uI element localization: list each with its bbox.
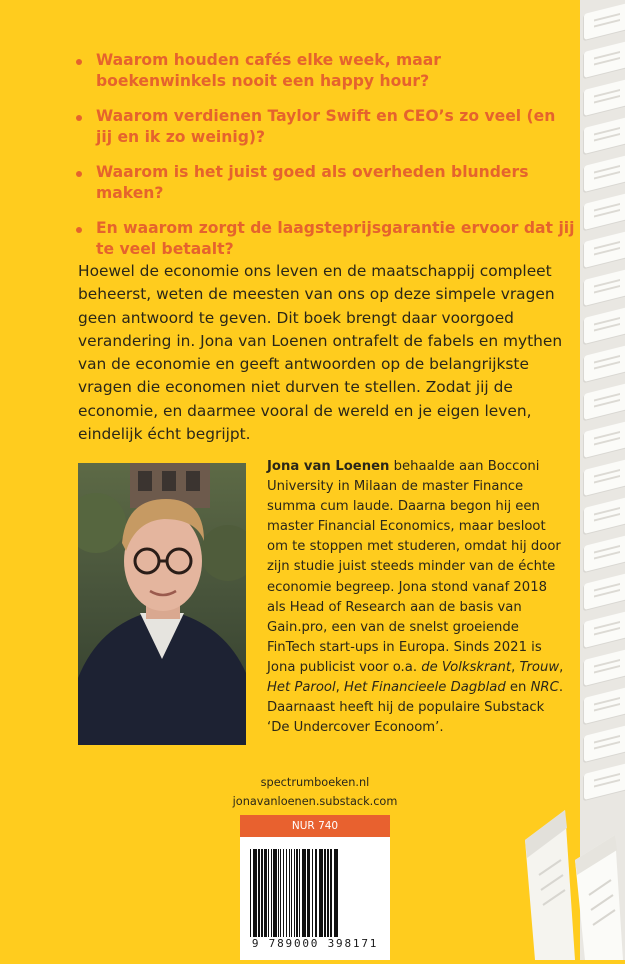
publication: Het Financieele Dagblad	[344, 680, 506, 696]
question-item: Waarom verdienen Taylor Swift en CEO’s zo veel (en jij en ik zo weinig)?	[76, 106, 576, 148]
question-list	[76, 50, 576, 274]
question-item: Waarom is het juist goed als overheden blunders maken?	[76, 162, 576, 204]
question-item: Waarom houden cafés elke week, maar boekenwinkels nooit een happy hour?	[76, 50, 576, 92]
publication: Het Parool	[267, 680, 336, 696]
bullet-icon	[76, 115, 82, 121]
isbn-barcode	[240, 837, 390, 960]
bullet-icon	[76, 171, 82, 177]
isbn-digits: 9 789000 398171	[251, 937, 379, 950]
question-item: En waarom zorgt de laagsteprijsgarantie ervoor dat jij te veel betaalt?	[76, 218, 576, 260]
publisher-url: spectrumboeken.nl	[260, 776, 370, 789]
publication: de Volkskrant	[421, 659, 512, 675]
author-bio: Jona van Loenen behaalde aan Bocconi University in Milaan de master Finance summa cum laude. Daarna begon hij een master Financial Economics, maar besloot om te stoppen met studeren, omdat hij door zijn studie juist steeds minder van de échte economie begreep. Jona stond vanaf 2018 als Head of Research aan de basis van Gain.pro, een van de snelst groeiende FinTech start-ups in Europa. Sinds 2021 is Jona publicist voor o.a. de Volkskrant, Trouw, Het Parool, Het Financieele Dagblad en NRC. Daarnaast heeft hij de populaire Substack ‘De Undercover Econoom’.	[267, 459, 564, 736]
bullet-icon	[76, 227, 82, 233]
substack-url: jonavanloenen.substack.com	[232, 795, 398, 808]
intro-paragraph: Hoewel de economie ons leven en de maatschappij compleet beheerst, weten de meesten van ons op deze simpele vragen geen antwoord te geven. Dit boek brengt daar voorgoed verandering in. Jona van Loenen ontrafelt de fabels en mythen van de economie en geeft antwoorden op de belangrijkste vragen die economen niet durven te stellen. Zodat jij de economie, en daarmee vooral de wereld en je eigen leven, eindelijk écht begrijpt.	[78, 262, 563, 444]
website-links	[200, 773, 430, 811]
publication: Trouw	[519, 659, 560, 675]
bullet-icon	[76, 59, 82, 65]
barcode-icon	[250, 849, 380, 937]
publication: NRC	[530, 680, 559, 696]
nur-code-label: NUR 740	[240, 815, 390, 837]
author-photo	[78, 463, 246, 745]
author-name: Jona van Loenen	[267, 459, 390, 474]
paper-stack-illustration	[505, 780, 625, 960]
